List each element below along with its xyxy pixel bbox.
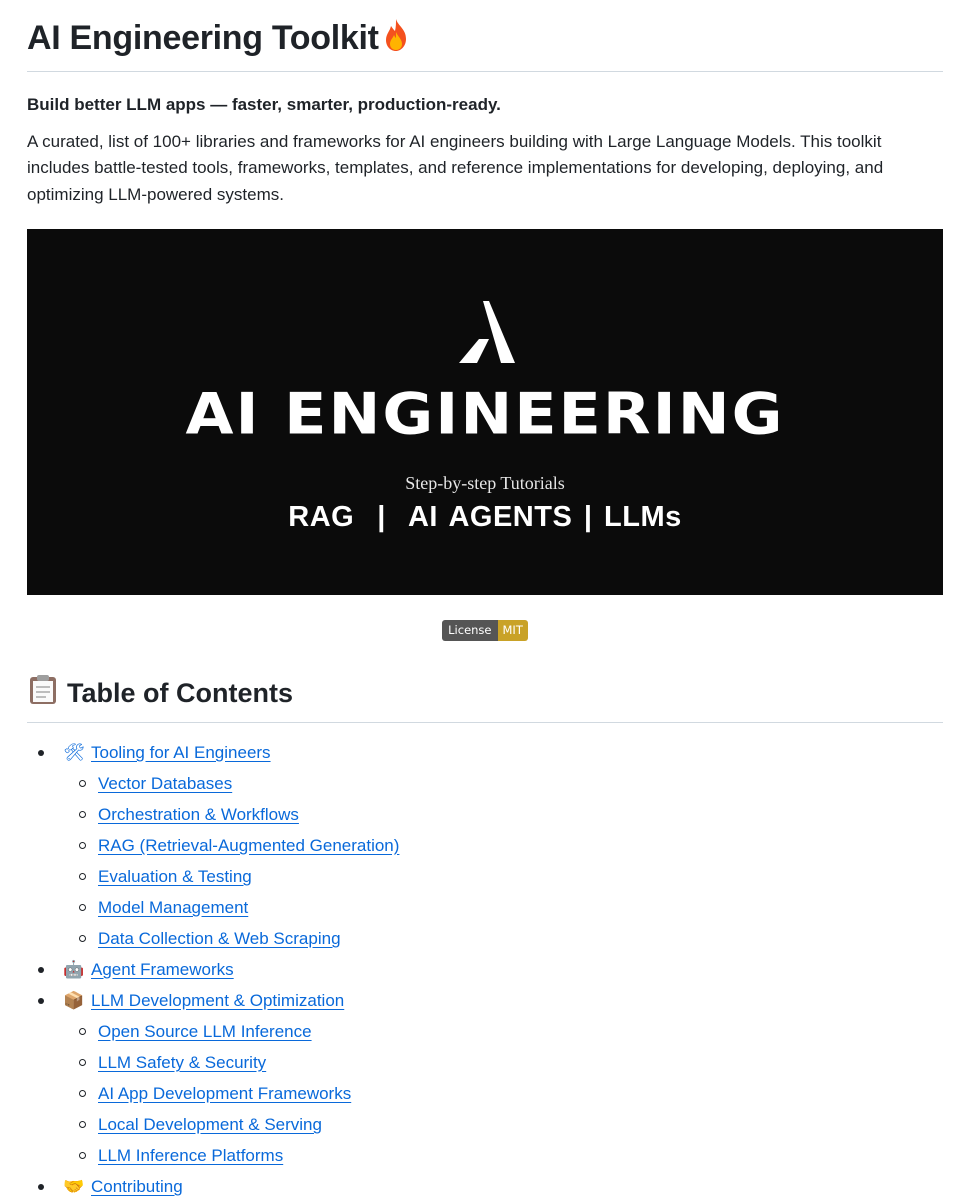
toc-subitem <box>63 861 943 892</box>
triangle-a-logo-icon <box>455 299 515 365</box>
banner-headline: AI ENGINEERING <box>185 379 785 447</box>
license-badge-value: MIT <box>498 620 528 641</box>
toc-subitem <box>63 1016 943 1047</box>
title-divider <box>27 71 943 72</box>
tagline: Build better LLM apps — faster, smarter, production-ready. <box>27 95 501 114</box>
page-title-text: AI Engineering Toolkit <box>27 19 379 57</box>
page-title <box>27 16 943 63</box>
toc-subitem <box>63 768 943 799</box>
toc-link-data-collection[interactable]: Data Collection & Web Scraping <box>98 928 341 948</box>
toc-link-llm-development[interactable]: 📦 LLM Development & Optimization <box>63 991 344 1010</box>
toc-link-tooling[interactable]: 🛠 Tooling for AI Engineers <box>63 743 271 762</box>
toc-divider <box>27 722 943 723</box>
toc-link-rag[interactable]: RAG (Retrieval-Augmented Generation) <box>98 835 400 855</box>
toc-link-model-management[interactable]: Model Management <box>98 897 249 917</box>
fire-icon <box>381 18 411 63</box>
toc-link-inference-platforms[interactable]: LLM Inference Platforms <box>98 1145 284 1165</box>
toc-subitem <box>63 923 943 954</box>
toc-sublist-tooling <box>63 768 943 954</box>
toc-item-agents <box>27 954 943 985</box>
toc-heading <box>27 673 943 714</box>
banner-image <box>27 229 943 595</box>
toc-link-llm-safety[interactable]: LLM Safety & Security <box>98 1052 267 1072</box>
clipboard-icon <box>27 673 59 714</box>
handshake-icon: 🤝 <box>63 1176 85 1196</box>
toc-link-vector-databases[interactable]: Vector Databases <box>98 773 233 793</box>
license-badge-label: License <box>442 620 497 641</box>
toc-subitem <box>63 799 943 830</box>
toc-item-contributing <box>27 1171 943 1202</box>
toc-link-orchestration[interactable]: Orchestration & Workflows <box>98 804 299 824</box>
robot-icon: 🤖 <box>63 959 85 979</box>
toc-list <box>27 737 943 1202</box>
toc-link-ai-app-frameworks[interactable]: AI App Development Frameworks <box>98 1083 352 1103</box>
toc-link-open-source-inference[interactable]: Open Source LLM Inference <box>98 1021 312 1041</box>
toc-subitem <box>63 1140 943 1171</box>
package-icon: 📦 <box>63 990 85 1010</box>
toc-item-tooling <box>27 737 943 954</box>
readme-page <box>27 0 943 1202</box>
toc-subitem <box>63 892 943 923</box>
toc-link-contributing[interactable]: 🤝 Contributing <box>63 1177 183 1196</box>
license-badge[interactable] <box>442 620 528 641</box>
banner-tags: RAG | AI AGENTS | LLMs <box>288 500 682 533</box>
toc-subitem <box>63 1078 943 1109</box>
toc-link-agent-frameworks[interactable]: 🤖 Agent Frameworks <box>63 960 234 979</box>
banner-subtitle: Step-by-step Tutorials <box>405 472 565 493</box>
intro-paragraph: A curated, list of 100+ libraries and frameworks for AI engineers building with Large Language Models. This toolkit includes battle-tested tools, frameworks, templates, and reference implementations for developing, deploying, and optimizing LLM-powered systems. <box>27 132 884 204</box>
toc-link-evaluation[interactable]: Evaluation & Testing <box>98 866 252 886</box>
toc-heading-text: Table of Contents <box>67 678 293 709</box>
toc-subitem <box>63 1109 943 1140</box>
toc-subitem <box>63 830 943 861</box>
toc-subitem <box>63 1047 943 1078</box>
toc-sublist-llm-dev <box>63 1016 943 1171</box>
toc-link-local-development[interactable]: Local Development & Serving <box>98 1114 322 1134</box>
hammer-wrench-icon: 🛠 <box>63 742 85 762</box>
toc-item-llm-dev <box>27 985 943 1171</box>
